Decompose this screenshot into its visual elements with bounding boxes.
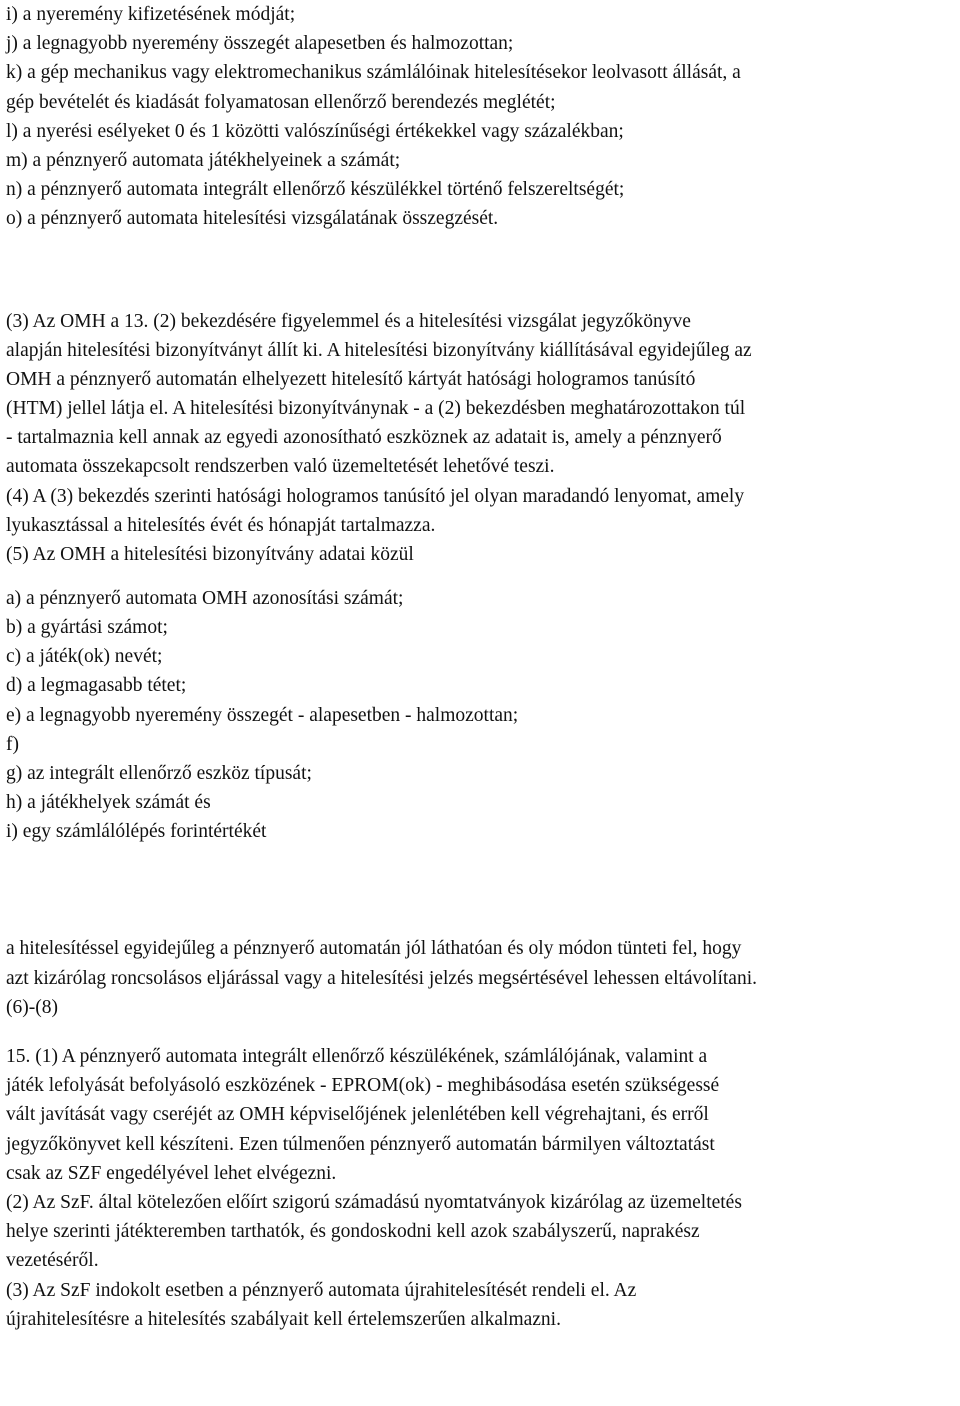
item-list-continued xyxy=(6,0,956,234)
text-line: alapján hitelesítési bizonyítványt állít ki. A hitelesítési bizonyítvány kiállításával egyidejűleg az xyxy=(6,339,752,361)
text-line: gép bevételét és kiadását folyamatosan ellenőrző berendezés meglétét; xyxy=(6,91,556,113)
list-item: h) a játékhelyek számát és xyxy=(6,792,211,814)
text-line: n) a pénznyerő automata integrált ellenőrző készülékkel történő felszereltségét; xyxy=(6,179,625,201)
text-line: (HTM) jellel látja el. A hitelesítési bizonyítványnak - a (2) bekezdésben meghatározottakon túl xyxy=(6,398,746,420)
text-line: automata összekapcsolt rendszerben való üzemeltetését lehetővé teszi. xyxy=(6,456,555,478)
text-line: k) a gép mechanikus vagy elektromechanikus számlálóinak hitelesítésekor leolvasott állását, a xyxy=(6,62,741,84)
text-line: (3) Az OMH a 13. (2) bekezdésére figyelemmel és a hitelesítési vizsgálat jegyzőkönyve xyxy=(6,310,691,332)
text-line: j) a legnagyobb nyeremény összegét alapesetben és halmozottan; xyxy=(6,33,514,55)
text-line: jegyzőkönyvet kell készíteni. Ezen túlmenően pénznyerő automatán bármilyen változtatást xyxy=(6,1133,715,1155)
list-item: i) egy számlálólépés forintértékét xyxy=(6,821,267,843)
spacer xyxy=(6,846,956,934)
list-item: b) a gyártási számot; xyxy=(6,616,168,638)
text-line: (2) Az SzF. által kötelezően előírt szigorú számadású nyomtatványok kizárólag az üzemeltetés xyxy=(6,1191,742,1213)
text-line: l) a nyerési esélyeket 0 és 1 közötti valószínűségi értékekkel vagy százalékban; xyxy=(6,120,624,142)
text-line: (3) Az SzF indokolt esetben a pénznyerő automata újrahitelesítését rendeli el. Az xyxy=(6,1279,637,1301)
list-item: e) a legnagyobb nyeremény összegét - alapesetben - halmozottan; xyxy=(6,704,519,726)
text-line: csak az SZF engedélyével lehet elvégezni. xyxy=(6,1162,337,1184)
text-line: lyukasztással a hitelesítés évét és hónapját tartalmazza. xyxy=(6,514,436,536)
text-line: vált javítását vagy cseréjét az OMH képviselőjének jelenlétében kell végrehajtani, és erről xyxy=(6,1104,709,1126)
text-line: (5) Az OMH a hitelesítési bizonyítvány adatai közül xyxy=(6,544,414,565)
document-page xyxy=(6,0,956,1334)
certificate-data-list xyxy=(6,584,956,847)
list-item: g) az integrált ellenőrző eszköz típusát; xyxy=(6,762,312,784)
text-line: (4) A (3) bekezdés szerinti hatósági hologramos tanúsító jel olyan maradandó lenyomat, amely xyxy=(6,485,745,507)
paragraph-display-requirement xyxy=(6,934,956,1022)
list-item: a) a pénznyerő automata OMH azonosítási számát; xyxy=(6,587,404,609)
paragraph-section-3-5 xyxy=(6,307,956,570)
spacer xyxy=(6,234,956,307)
list-item: d) a legmagasabb tétet; xyxy=(6,675,187,697)
text-line: (6)-(8) xyxy=(6,996,58,1018)
text-line: helye szerinti játékteremben tarthatók, és gondoskodni kell azok szabályszerű, naprakész xyxy=(6,1221,700,1243)
spacer xyxy=(6,1022,956,1042)
paragraph-section-15 xyxy=(6,1042,956,1334)
text-line: i) a nyeremény kifizetésének módját; xyxy=(6,4,296,25)
text-line: játék lefolyását befolyásoló eszközének - EPROM(ok) - meghibásodása esetén szükségessé xyxy=(6,1075,720,1097)
text-line: újrahitelesítésre a hitelesítés szabályait kell értelemszerűen alkalmazni. xyxy=(6,1308,561,1330)
list-item: c) a játék(ok) nevét; xyxy=(6,646,163,668)
text-line: o) a pénznyerő automata hitelesítési vizsgálatának összegzését. xyxy=(6,208,499,230)
text-line: m) a pénznyerő automata játékhelyeinek a számát; xyxy=(6,149,401,171)
spacer xyxy=(6,569,956,584)
text-line: azt kizárólag roncsolásos eljárással vagy a hitelesítési jelzés megsértésével lehessen eltávolítani. xyxy=(6,967,758,989)
text-line: a hitelesítéssel egyidejűleg a pénznyerő automatán jól láthatóan és oly módon tünteti fel, hogy xyxy=(6,938,742,960)
text-line: vezetéséről. xyxy=(6,1250,99,1272)
text-line: 15. (1) A pénznyerő automata integrált ellenőrző készülékének, számlálójának, valamint a xyxy=(6,1046,708,1068)
text-line: OMH a pénznyerő automatán elhelyezett hitelesítő kártyát hatósági hologramos tanúsító xyxy=(6,368,696,390)
text-line: - tartalmaznia kell annak az egyedi azonosítható eszköznek az adatait is, amely a pénznyerő xyxy=(6,427,722,449)
list-item: f) xyxy=(6,733,19,755)
